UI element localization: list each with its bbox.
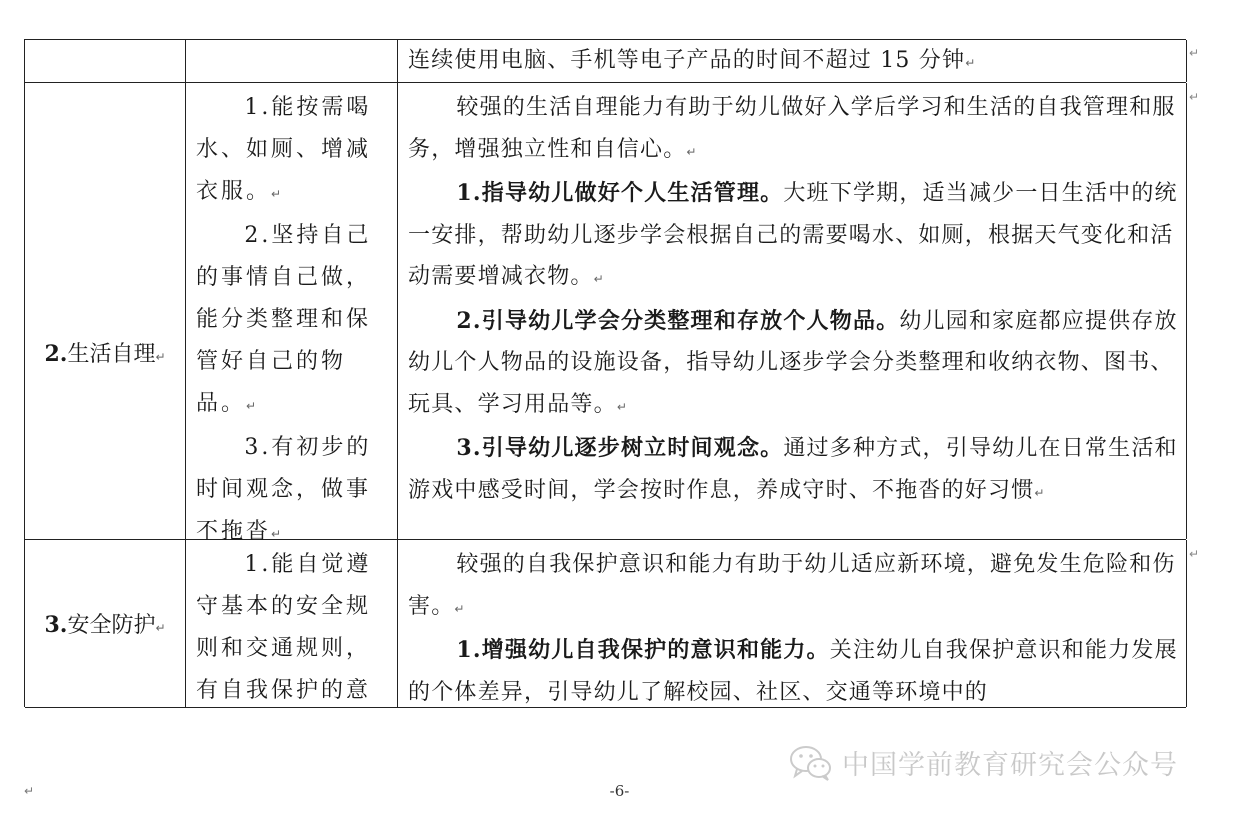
guidance-text [408, 87, 1180, 514]
guidance-text [408, 544, 1180, 713]
guidance-intro: 较强的自我保护意识和能力有助于幼儿适应新环境，避免发生危险和伤害。↵ [408, 552, 1176, 619]
goal-item: 1.能按需喝水、如厕、增减衣服。↵ [196, 95, 372, 204]
category-label: 2.生活自理↵ [44, 341, 166, 367]
goal-item: 2.坚持自己的事情自己做，能分类整理和保管好自己的物品。↵ [196, 223, 372, 416]
table-row [25, 540, 1186, 708]
edge-mark: ↵ [1189, 547, 1200, 561]
paragraph-mark: ↵ [965, 56, 977, 70]
goal-item: 1.能自觉遵守基本的安全规则和交通规则，有自我保护的意 [196, 552, 372, 703]
goals-cell [186, 83, 398, 544]
goals-cell [186, 40, 398, 82]
table-row [25, 40, 1186, 83]
goals-list [196, 544, 389, 712]
guidance-intro: 较强的生活自理能力有助于幼儿做好入学后学习和生活的自我管理和服务，增强独立性和自信心。↵ [408, 95, 1176, 162]
category-cell [25, 83, 186, 539]
guidance-cell [398, 540, 1187, 707]
guidance-text [408, 40, 1180, 84]
paragraph-mark: ↵ [24, 784, 35, 798]
watermark-text: 中国学前教育研究会公众号 [842, 749, 1178, 781]
category-label: 3.安全防护↵ [44, 612, 166, 638]
guidance-item: 2.引导幼儿学会分类整理和存放个人物品。幼儿园和家庭都应提供存放幼儿个人物品的设施设备，指导幼儿逐步学会分类整理和收纳衣物、图书、玩具、学习用品等。↵ [408, 307, 1178, 417]
curriculum-table [24, 39, 1186, 707]
edge-mark: ↵ [1189, 46, 1200, 60]
guidance-item: 3.引导幼儿逐步树立时间观念。通过多种方式，引导幼儿在日常生活和游戏中感受时间，学会按时作息，养成守时、不拖沓的好习惯↵ [408, 435, 1178, 503]
guidance-item: 1.指导幼儿做好个人生活管理。大班下学期，适当减少一日生活中的统一安排，帮助幼儿逐步学会根据自己的需要喝水、如厕，根据天气变化和活动需要增减衣物。↵ [408, 180, 1178, 289]
guidance-paragraph: 连续使用电脑、手机等电子产品的时间不超过 15 分钟 [408, 48, 966, 73]
wechat-icon [788, 742, 834, 782]
goals-list [196, 87, 389, 555]
edge-mark: ↵ [1189, 90, 1200, 104]
category-cell [25, 540, 186, 707]
guidance-cell [398, 83, 1187, 539]
guidance-item: 1.增强幼儿自我保护的意识和能力。关注幼儿自我保护意识和能力发展的个体差异，引导幼儿了解校园、社区、交通等环境中的 [408, 637, 1178, 705]
goals-cell [186, 540, 398, 707]
page-number: -6- [609, 782, 630, 800]
table-row [25, 83, 1186, 544]
watermark [788, 740, 1208, 784]
goal-item: 3.有初步的时间观念，做事不拖沓↵ [196, 435, 372, 544]
category-cell [25, 40, 186, 82]
guidance-cell [398, 40, 1187, 82]
